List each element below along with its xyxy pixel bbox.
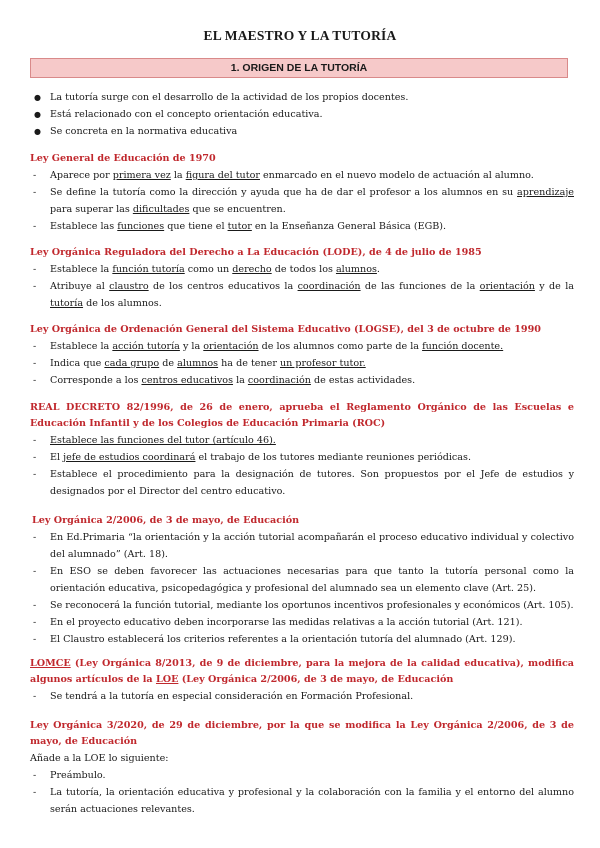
list-item: - Establece la acción tutoría y la orientación de los alumnos como parte de la función docente. — [33, 341, 504, 352]
law-heading: Ley General de Educación de 1970 — [30, 153, 216, 164]
section-header: 1. ORIGEN DE LA TUTORÍA — [30, 58, 568, 78]
list-item: - Establece el procedimiento para la designación de tutores. Son propuestos por el Jefe de estudios y designados por el Director del centro educativo. — [33, 469, 574, 497]
section-logse — [30, 322, 574, 389]
list-item: - Establece la función tutoría como un derecho de todos los alumnos. — [33, 264, 380, 275]
law-heading: Ley Orgánica de Ordenación General del Sistema Educativo (LOGSE), del 3 de octubre de 1990 — [30, 324, 541, 335]
bullet-icon: ● — [34, 110, 41, 119]
section-lomce — [30, 656, 574, 705]
law-heading: LOMCE (Ley Orgánica 8/2013, de 9 de diciembre, para la mejora de la calidad educativa), modifica algunos artículos de la LOE (Ley Orgánica 2/2006, de 3 de mayo, de Educación — [30, 658, 574, 685]
lead-text: Añade a la LOE lo siguiente: — [30, 753, 169, 764]
list-item: ● Se concreta en la normativa educativa — [30, 123, 574, 140]
list-item: ● La tutoría surge con el desarrollo de la actividad de los propios docentes. — [30, 89, 574, 106]
list-item: - Corresponde a los centros educativos la coordinación de estas actividades. — [33, 375, 416, 386]
list-item: - El Claustro establecerá los criterios referentes a la orientación tutoría del alumnado (Art. 129). — [33, 634, 516, 645]
document-title: EL MAESTRO Y LA TUTORÍA — [203, 28, 397, 43]
law-heading: Ley Orgánica 3/2020, de 29 de diciembre, por la que se modifica la Ley Orgánica 2/2006, de 3 de mayo, de Educación — [30, 720, 574, 747]
list-item: - Se tendrá a la tutoría en especial consideración en Formación Profesional. — [33, 691, 414, 702]
section-loe — [30, 513, 574, 648]
list-item: - Indica que cada grupo de alumnos ha de tener un profesor tutor. — [33, 358, 366, 369]
list-item: - La tutoría, la orientación educativa y profesional y la colaboración con la familia y el entorno del alumno serán actuaciones relevantes. — [33, 787, 574, 815]
list-item: - En el proyecto educativo deben incorporarse las medidas relativas a la acción tutorial (Art. 121). — [33, 617, 523, 628]
bullet-icon: ● — [34, 127, 41, 136]
list-item: - El jefe de estudios coordinará el trabajo de los tutores mediante reuniones periódicas. — [33, 452, 471, 463]
intro-list — [30, 89, 574, 140]
list-item: - Preámbulo. — [33, 770, 106, 781]
list-item: ● Está relacionado con el concepto orientación educativa. — [30, 106, 574, 123]
section-ley-1970 — [30, 151, 574, 235]
law-heading: Ley Orgánica Reguladora del Derecho a La Educación (LODE), de 4 de julio de 1985 — [30, 247, 482, 258]
law-heading: Ley Orgánica 2/2006, de 3 de mayo, de Educación — [32, 515, 300, 526]
list-item: - Se define la tutoría como la dirección y ayuda que ha de dar el profesor a los alumnos en su aprendizaje para superar las dificultades que se encuentren. — [33, 187, 574, 215]
section-lode — [30, 245, 574, 312]
list-item: - En ESO se deben favorecer las actuaciones necesarias para que tanto la tutoría personal como la orientación educativa, psicopedagógica y profesional del alumnado sea un elemento clave (Art. 25). — [33, 566, 574, 594]
list-item: - En Ed.Primaria “la orientación y la acción tutorial acompañarán el proceso educativo individual y colectivo del alumnado” (Art. 18). — [33, 532, 574, 560]
list-item: - Atribuye al claustro de los centros educativos la coordinación de las funciones de la orientación y de la tutoría de los alumnos. — [33, 281, 574, 309]
list-item: - Aparece por primera vez la figura del tutor enmarcado en el nuevo modelo de actuación al alumno. — [33, 170, 534, 181]
list-item: - Establece las funciones del tutor (artículo 46). — [33, 435, 276, 446]
section-lomloe — [30, 718, 574, 818]
list-item: - Se reconocerá la función tutorial, mediante los oportunos incentivos profesionales y económicos (Art. 105). — [33, 600, 574, 611]
law-heading: REAL DECRETO 82/1996, de 26 de enero, aprueba el Reglamento Orgánico de las Escuelas e Educación Infantil y de los Colegios de Educación Primaria (ROC) — [30, 402, 574, 429]
bullet-icon: ● — [34, 93, 41, 102]
list-item: - Establece las funciones que tiene el tutor en la Enseñanza General Básica (EGB). — [33, 221, 447, 232]
section-roc — [30, 400, 574, 500]
